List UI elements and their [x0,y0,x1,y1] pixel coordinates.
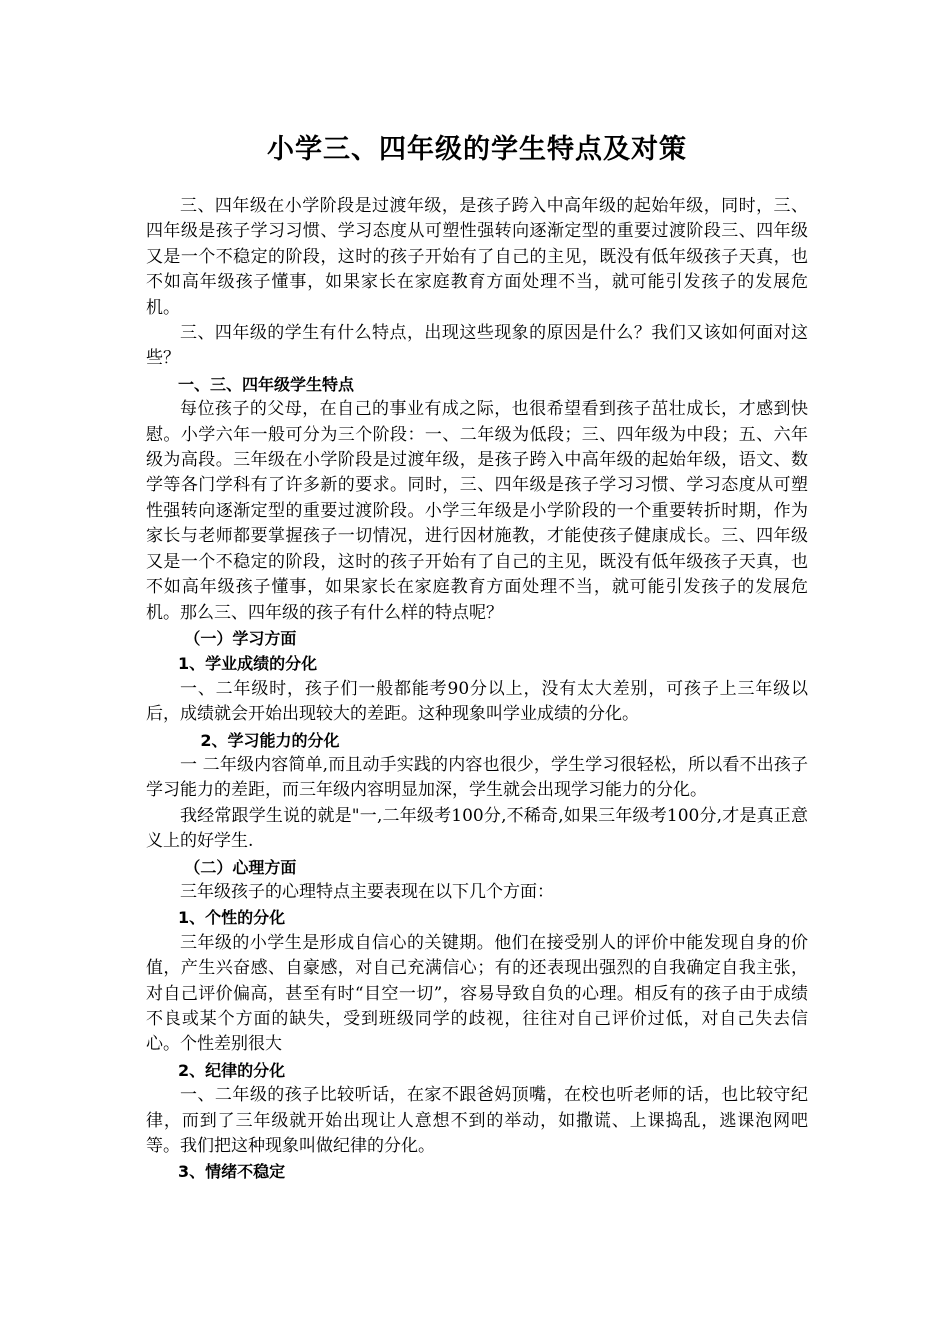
paragraph: 三年级孩子的心理特点主要表现在以下几个方面： [180,881,554,902]
paragraph: 三年级的小学生是形成自信心的关键期。他们在接受别人的评价中能发现自身的价值，产生兴奋感、自豪感，对自己充满信心；有的还表现出强烈的自我确定自我主张，对自己评价偏高，甚至有时“目空一切”，容易导致自负的心理。相反有的孩子由于成绩不良或某个方面的缺失，受到班级同学的歧视，往往对自己评价过低，对自己失去信心。个性差别很大 [146,932,808,1055]
section-heading: （二）心理方面 [184,857,297,877]
section-heading: 1、个性的分化 [178,908,286,928]
section-heading: 一、三、四年级学生特点 [178,374,355,394]
document-title: 小学三、四年级的学生特点及对策 [267,134,687,165]
section-heading: （一）学习方面 [184,628,297,648]
document-body [146,194,808,1185]
paragraph: 每位孩子的父母，在自己的事业有成之际，也很希望看到孩子茁壮成长，才感到快慰。小学六年一般可分为三个阶段：一、二年级为低段；三、四年级为中段；五、六年级为高段。三年级在小学阶段是过渡年级，是孩子跨入中高年级的起始年级，语文、数学等各门学科有了许多新的要求。同时，三、四年级是孩子学习习惯、学习态度从可塑性强转向逐渐定型的重要过渡阶段。小学三年级是小学阶段的一个重要转折时期，作为家长与老师都要掌握孩子一切情况，进行因材施教，才能使孩子健康成长。三、四年级又是一个不稳定的阶段，这时的孩子开始有了自己的主见，既没有低年级孩子天真，也不如高年级孩子懂事，如果家长在家庭教育方面处理不当，就可能引发孩子的发展危机。那么三、四年级的孩子有什么样的特点呢？ [146,399,808,623]
paragraph: 三、四年级的学生有什么特点，出现这些现象的原因是什么？我们又该如何面对这些？ [146,323,808,369]
section-heading: 2、学习能力的分化 [200,730,340,750]
paragraph: 我经常跟学生说的就是"一,二年级考100分,不稀奇,如果三年级考100分,才是真正意义上的好学生. [146,805,808,852]
paragraph: 一 二年级内容简单,而且动手实践的内容也很少，学生学习很轻松，所以看不出孩子学习能力的差距，而三年级内容明显加深，学生就会出现学习能力的分化。 [146,754,808,801]
paragraph: 一、二年级的孩子比较听话，在家不跟爸妈顶嘴，在校也听老师的话，也比较守纪律，而到了三年级就开始出现让人意想不到的举动，如撒谎、上课捣乱，逃课泡网吧等。我们把这种现象叫做纪律的分化。 [146,1085,808,1157]
paragraph: 一、二年级时，孩子们一般都能考90分以上，没有太大差别，可孩子上三年级以后，成绩就会开始出现较大的差距。这种现象叫学业成绩的分化。 [146,678,808,725]
paragraph: 三、四年级在小学阶段是过渡年级，是孩子跨入中高年级的起始年级，同时，三、四年级是孩子学习习惯、学习态度从可塑性强转向逐渐定型的重要过渡阶段三、四年级又是一个不稳定的阶段，这时的孩子开始有了自己的主见，既没有低年级孩子天真，也不如高年级孩子懂事，如果家长在家庭教育方面处理不当，就可能引发孩子的发展危机。 [146,196,808,318]
section-heading: 2、纪律的分化 [178,1060,286,1080]
section-heading: 3、情绪不稳定 [178,1162,286,1182]
section-heading: 1、学业成绩的分化 [178,654,318,674]
